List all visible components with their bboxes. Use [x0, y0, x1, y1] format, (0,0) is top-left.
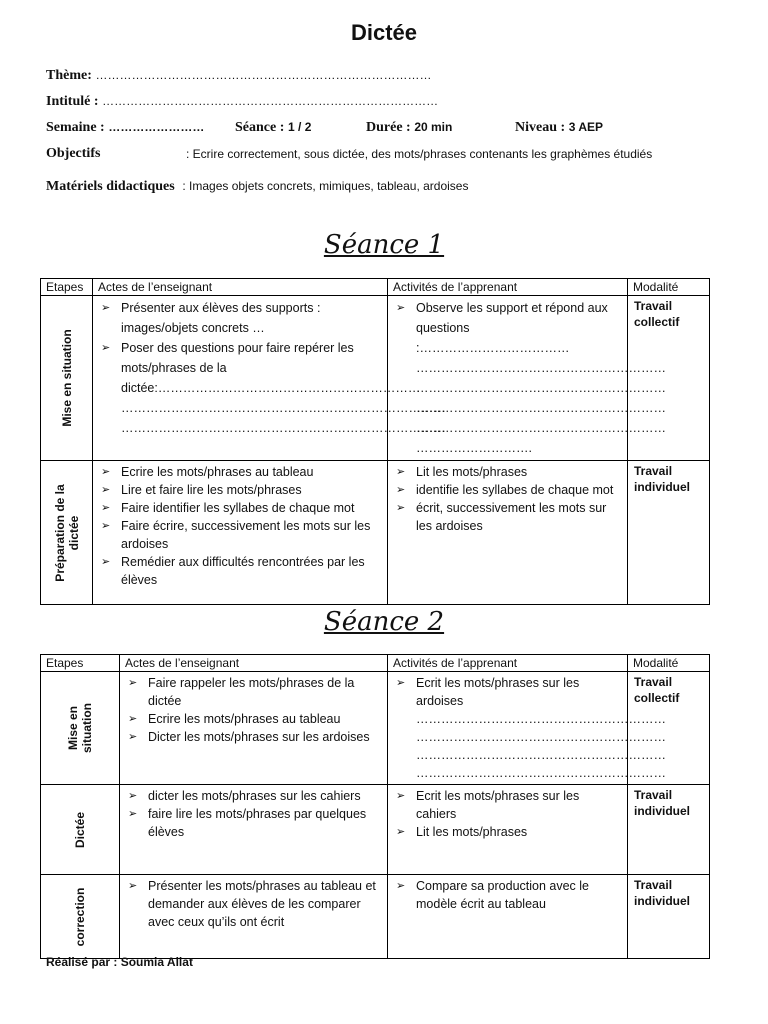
dotted-line: ……………………………………………………	[416, 748, 666, 762]
dotted-line: ……………………………………………………	[416, 361, 666, 375]
teacher-cell	[120, 785, 388, 875]
objectifs-label-line	[46, 145, 100, 162]
stage-cell	[41, 672, 120, 785]
modality-text: Travail individuel	[634, 788, 691, 818]
list-item: ➢ identifie les syllabes de chaque mot	[396, 483, 614, 497]
seance2-table	[40, 654, 710, 959]
objectifs-label: Objectifs	[46, 146, 101, 161]
learner-cell	[388, 461, 628, 605]
stage-label: Mise en situation	[59, 329, 74, 427]
teacher-cell	[120, 875, 388, 959]
header-etapes: Etapes	[41, 655, 120, 672]
header-activites: Activités de l’apprenant	[388, 655, 628, 672]
dotted-line: ……………………………………………………	[416, 381, 666, 395]
arrow-bullet-icon: ➢	[101, 484, 111, 496]
modality-cell	[628, 461, 710, 605]
table-row	[41, 785, 710, 875]
intitule-line	[46, 93, 438, 110]
duree-label: Durée :	[366, 120, 411, 135]
seance-value: 1 / 2	[288, 120, 312, 134]
seance-label: Séance :	[235, 120, 285, 135]
seance1-table	[40, 278, 710, 605]
arrow-bullet-icon: ➢	[101, 556, 111, 568]
stage-label: Préparation de la dictée	[52, 483, 81, 582]
arrow-bullet-icon: ➢	[101, 466, 111, 478]
duree-value: 20 min	[414, 120, 453, 134]
list-item: ➢ Présenter les mots/phrases au tableau et demander aux élèves de les comparer avec ceux qu’ils ont écrit	[128, 879, 376, 929]
semaine-label: Semaine :	[46, 120, 105, 135]
objectifs-value: : Ecrire correctement, sous dictée, des mots/phrases contenants les graphèmes étudiés	[186, 147, 653, 161]
materiels-value: : Images objets concrets, mimiques, tableau, ardoises	[182, 179, 469, 193]
arrow-bullet-icon: ➢	[396, 302, 406, 314]
semaine-value: ……………………	[108, 120, 205, 134]
table-row	[41, 672, 710, 785]
niveau-label: Niveau :	[515, 120, 566, 135]
niveau-value: 3 AEP	[568, 120, 604, 134]
arrow-bullet-icon: ➢	[128, 713, 138, 725]
arrow-bullet-icon: ➢	[128, 880, 138, 892]
list-item: ➢ Compare sa production avec le modèle écrit au tableau	[396, 879, 590, 911]
semaine-line	[46, 119, 204, 136]
document-title: Dictée	[350, 20, 418, 45]
list-item: ➢ dicter les mots/phrases sur les cahiers	[128, 789, 361, 803]
list-item: ➢ Faire identifier les syllabes de chaque mot	[101, 501, 355, 515]
stage-cell	[41, 296, 93, 461]
stage-label: correction	[73, 887, 87, 946]
table-row	[41, 296, 710, 461]
arrow-bullet-icon: ➢	[396, 466, 406, 478]
dotted-line: ……………………………………………………………………	[121, 401, 446, 415]
arrow-bullet-icon: ➢	[101, 342, 111, 354]
seance2-header-row	[41, 655, 710, 672]
dotted-line: ……………………………………………………	[416, 766, 666, 780]
list-item: ➢ Ecrit les mots/phrases sur les cahiers	[396, 789, 580, 821]
modality-cell	[628, 875, 710, 959]
seance-number-line	[235, 119, 311, 136]
seance1-heading: Séance 1	[323, 230, 445, 260]
dotted-line: ……………………………………………………	[416, 401, 666, 415]
arrow-bullet-icon: ➢	[396, 502, 406, 514]
arrow-bullet-icon: ➢	[128, 677, 138, 689]
header-actes: Actes de l’enseignant	[93, 279, 388, 296]
header-modalite: Modalité	[628, 655, 710, 672]
list-item: ➢ Ecrit les mots/phrases sur les ardoises	[396, 676, 580, 708]
table-row	[41, 461, 710, 605]
arrow-bullet-icon: ➢	[396, 880, 406, 892]
list-item: ➢ Faire écrire, successivement les mots sur les ardoises	[101, 519, 371, 551]
dotted-line: ……………………………………………………………………	[121, 421, 446, 435]
arrow-bullet-icon: ➢	[396, 790, 406, 802]
list-item: ➢ Ecrire les mots/phrases au tableau	[101, 465, 314, 479]
list-item: ➢ Lit les mots/phrases	[396, 465, 528, 479]
stage-cell	[41, 785, 120, 875]
modality-text: Travail individuel	[634, 878, 691, 908]
dotted-line: ……………………………………………………	[416, 712, 666, 726]
list-item: ➢ faire lire les mots/phrases par quelques élèves	[128, 807, 367, 839]
teacher-cell	[120, 672, 388, 785]
objectifs-value-line	[186, 146, 652, 161]
seance2-heading: Séance 2	[323, 607, 445, 637]
stage-label: Mise en situation	[66, 703, 94, 753]
arrow-bullet-icon: ➢	[128, 808, 138, 820]
theme-line	[46, 67, 432, 84]
arrow-bullet-icon: ➢	[101, 520, 111, 532]
stage-cell	[41, 875, 120, 959]
dotted-line: ……………………………………………………	[416, 730, 666, 744]
arrow-bullet-icon: ➢	[396, 826, 406, 838]
theme-label: Thème:	[46, 68, 92, 83]
list-item: ➢ Observe les support et répond aux questions :………………………………	[394, 298, 621, 358]
header-etapes: Etapes	[41, 279, 93, 296]
author-signature: Réalisé par : Soumia Allat	[46, 955, 193, 969]
header-modalite: Modalité	[628, 279, 710, 296]
duree-line	[366, 119, 452, 136]
header-activites: Activités de l’apprenant	[388, 279, 628, 296]
arrow-bullet-icon: ➢	[128, 790, 138, 802]
list-item: ➢ Lire et faire lire les mots/phrases	[101, 483, 302, 497]
teacher-cell	[93, 461, 388, 605]
theme-value: …………………………………………………………………………	[95, 68, 432, 82]
stage-label: Dictée	[73, 811, 87, 848]
list-item: ➢ Présenter aux élèves des supports : images/objets concrets …	[99, 298, 381, 338]
modality-text: Travail individuel	[634, 464, 691, 494]
list-item: ➢ Dicter les mots/phrases sur les ardoises	[128, 730, 370, 744]
modality-cell	[628, 785, 710, 875]
arrow-bullet-icon: ➢	[101, 502, 111, 514]
learner-cell	[388, 785, 628, 875]
dotted-line: ……………………….	[416, 441, 532, 455]
list-item: ➢ écrit, successivement les mots sur les ardoises	[396, 501, 607, 533]
list-item: ➢ Poser des questions pour faire repérer les mots/phrases de la dictée:………………………………………………………	[99, 338, 381, 398]
arrow-bullet-icon: ➢	[128, 731, 138, 743]
materiels-label: Matériels didactiques	[46, 179, 175, 194]
modality-text: Travail collectif	[634, 675, 680, 705]
learner-cell	[388, 875, 628, 959]
arrow-bullet-icon: ➢	[101, 302, 111, 314]
list-item: ➢ Faire rappeler les mots/phrases de la dictée	[128, 676, 355, 708]
table-row	[41, 875, 710, 959]
intitule-label: Intitulé :	[46, 94, 99, 109]
materiels-line	[46, 178, 468, 195]
arrow-bullet-icon: ➢	[396, 677, 406, 689]
seance1-header-row	[41, 279, 710, 296]
intitule-value: …………………………………………………………………………	[102, 94, 439, 108]
stage-cell	[41, 461, 93, 605]
arrow-bullet-icon: ➢	[396, 484, 406, 496]
list-item: ➢ Ecrire les mots/phrases au tableau	[128, 712, 341, 726]
dotted-line: ……………………………………………………	[416, 421, 666, 435]
modality-text: Travail collectif	[634, 299, 680, 329]
list-item: ➢ Remédier aux difficultés rencontrées par les élèves	[101, 555, 365, 587]
header-actes: Actes de l’enseignant	[120, 655, 388, 672]
teacher-cell	[93, 296, 446, 461]
niveau-line	[515, 119, 603, 136]
list-item: ➢ Lit les mots/phrases	[396, 825, 528, 839]
